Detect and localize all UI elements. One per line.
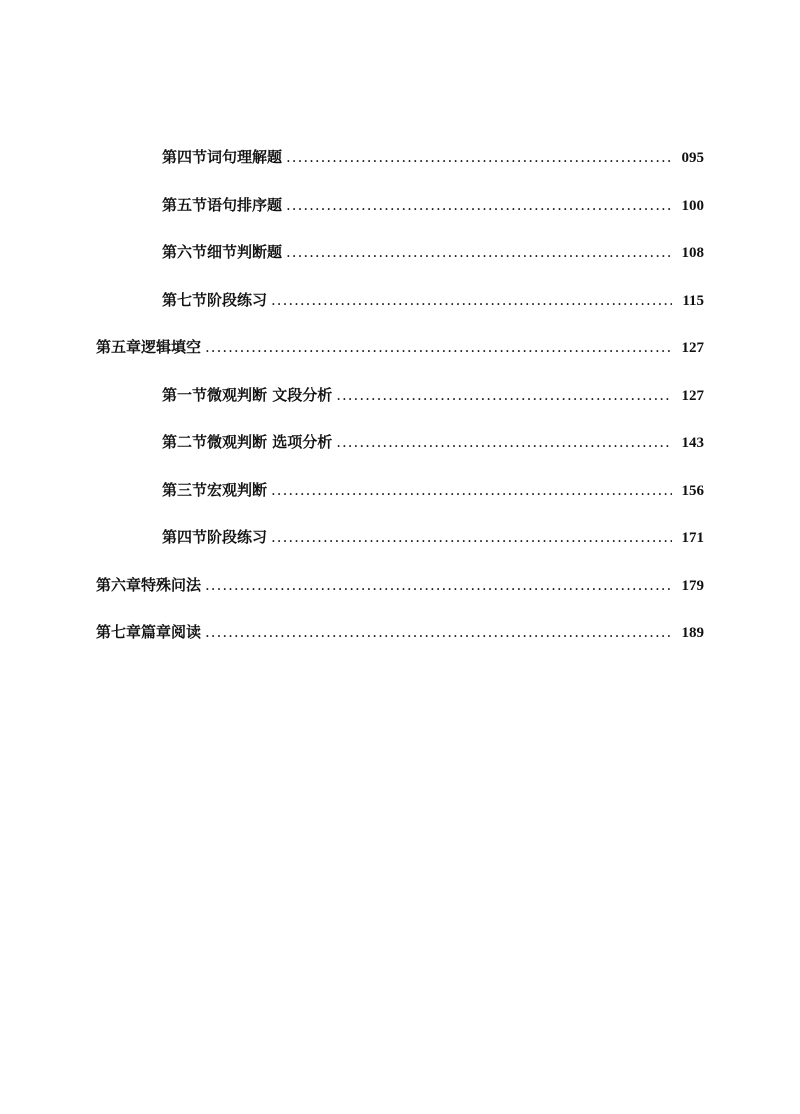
toc-entry-number: 第七章 [96,623,142,641]
table-of-contents [96,146,704,669]
toc-leader-dots [205,338,672,356]
toc-entry[interactable] [96,431,704,479]
toc-entry-number: 第三节 [162,480,208,499]
toc-entry[interactable] [96,194,704,242]
toc-entry[interactable] [96,146,704,194]
toc-leader-dots [336,433,672,451]
toc-entry-title: 宏观判断 [207,480,268,499]
toc-entry[interactable] [96,479,704,527]
toc-entry-number: 第七节 [162,290,208,309]
toc-entry-number: 第六节 [162,243,208,261]
toc-entry-page: 143 [681,435,704,451]
toc-leader-dots [205,623,672,641]
toc-entry[interactable] [96,384,704,432]
toc-entry[interactable] [96,289,704,337]
toc-entry-page: 156 [681,482,704,499]
toc-entry-page: 115 [682,292,704,309]
toc-chapter-entry[interactable] [96,336,704,384]
toc-entry-title: 微观判断 选项分析 [207,433,333,451]
toc-chapter-entry[interactable] [96,574,704,622]
toc-leader-dots [286,196,672,214]
toc-entry-title: 阶段练习 [207,528,268,546]
toc-entry-page: 095 [681,150,704,166]
toc-entry-number: 第二节 [162,433,208,451]
toc-entry-number: 第四节 [162,528,208,546]
toc-entry-number: 第六章 [96,575,142,594]
toc-entry-page: 127 [681,387,704,404]
toc-entry[interactable] [96,241,704,289]
toc-entry-title: 篇章阅读 [141,623,202,641]
toc-entry-page: 100 [681,197,704,214]
toc-leader-dots [286,243,672,261]
toc-entry-title: 语句排序题 [207,195,283,214]
toc-entry-number: 第五章 [96,338,142,356]
toc-entry-page: 179 [681,577,704,594]
toc-leader-dots [271,481,672,499]
toc-leader-dots [271,291,672,309]
toc-entry-title: 阶段练习 [207,290,268,309]
toc-entry-page: 108 [681,245,704,261]
toc-entry-title: 逻辑填空 [141,338,202,356]
toc-entry-title: 细节判断题 [207,243,283,261]
toc-chapter-entry[interactable] [96,621,704,669]
toc-entry-number: 第四节 [162,148,208,166]
toc-leader-dots [336,386,672,404]
toc-entry-number: 第一节 [162,385,208,404]
toc-entry-page: 127 [681,340,704,356]
toc-leader-dots [271,528,672,546]
toc-entry-page: 171 [681,530,704,546]
toc-entry-page: 189 [681,625,704,641]
toc-entry[interactable] [96,526,704,574]
toc-entry-title: 微观判断 文段分析 [207,385,333,404]
toc-leader-dots [205,576,672,594]
toc-entry-number: 第五节 [162,195,208,214]
toc-leader-dots [286,148,672,166]
toc-entry-title: 词句理解题 [207,148,283,166]
toc-entry-title: 特殊问法 [141,575,202,594]
